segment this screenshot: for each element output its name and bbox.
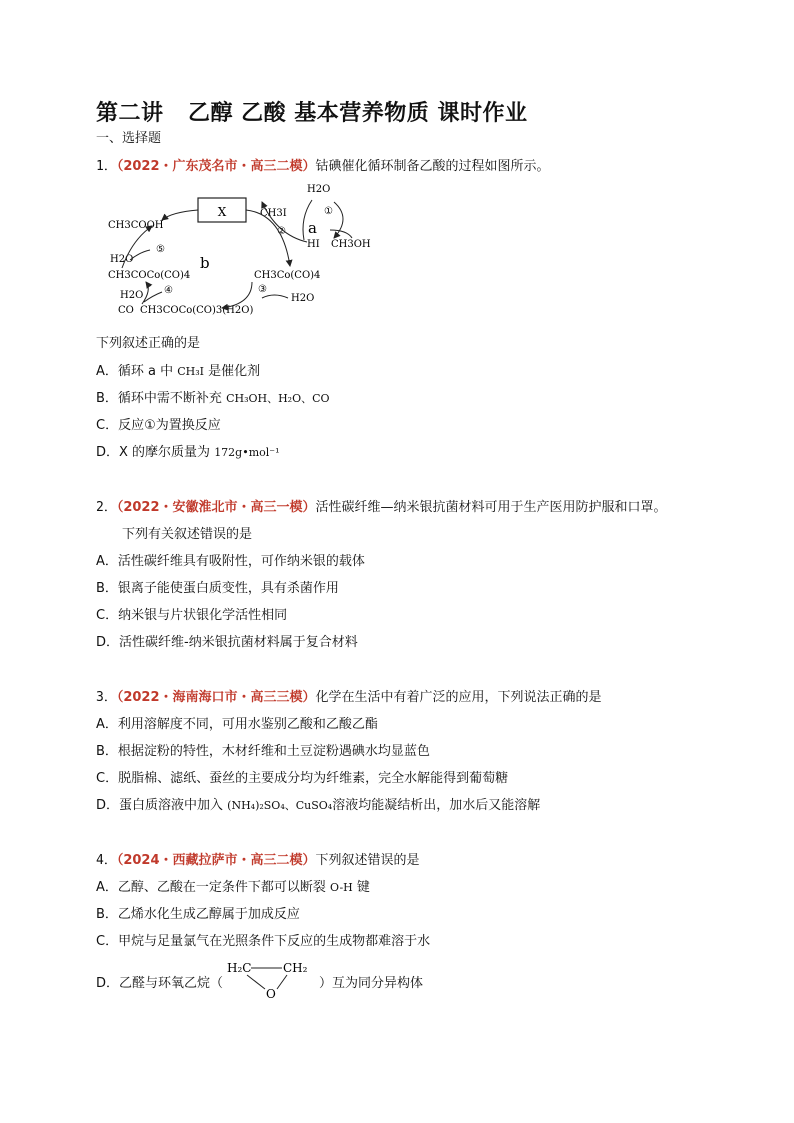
question-1-header: 1．（2022・广东茂名市・高三二模）钴碘催化循环制备乙酸的过程如图所示。 xyxy=(96,159,550,174)
section-heading: 一、选择题 xyxy=(96,131,162,146)
methyl-iodide-label: CH3I xyxy=(260,208,287,219)
question-2-prompt: 下列有关叙述错误的是 xyxy=(122,527,253,542)
question-source: （2022・广东茂名市・高三二模） xyxy=(116,159,316,174)
hydrogen-iodide-label: HI xyxy=(307,239,320,250)
question-3-option-c: C．脱脂棉、滤纸、蚕丝的主要成分均为纤维素，完全水解能得到葡萄糖 xyxy=(96,771,509,786)
acetic-acid-label: CH3COOH xyxy=(108,220,164,231)
question-source: （2022・安徽淮北市・高三一模） xyxy=(116,500,316,515)
epoxide-right-carbon: CH₂ xyxy=(283,961,308,975)
question-stem: 钴碘催化循环制备乙酸的过程如图所示。 xyxy=(315,159,550,174)
question-3-option-b: B．根据淀粉的特性，木材纤维和土豆淀粉遇碘水均显蓝色 xyxy=(96,744,430,759)
step-5-label: ⑤ xyxy=(156,244,165,255)
page-title: 第二讲 乙醇 乙酸 基本营养物质 课时作业 xyxy=(96,101,528,126)
loop-b-label: b xyxy=(200,254,210,272)
question-1-option-a: A．循环 a 中 CH₃I 是催化剂 xyxy=(96,364,261,379)
step-4-label: ④ xyxy=(164,285,173,296)
question-stem: 活性碳纤维—纳米银抗菌材料可用于生产医用防护服和口罩。 xyxy=(315,500,667,515)
acetyl-cobalt-tetracarbonyl-label: CH3COCo(CO)4 xyxy=(108,270,191,281)
question-2-option-b: B．银离子能使蛋白质变性，具有杀菌作用 xyxy=(96,581,339,596)
acetyl-cobalt-tricarbonyl-aqua-label: CH3COCo(CO)3(H2O) xyxy=(140,305,254,316)
question-4-option-c: C．甲烷与足量氯气在光照条件下反应的生成物都难溶于水 xyxy=(96,934,431,949)
question-1-prompt: 下列叙述正确的是 xyxy=(96,336,201,351)
question-3-option-d: D．蛋白质溶液中加入 (NH₄)₂SO₄、CuSO₄溶液均能凝结析出，加水后又能溶解 xyxy=(96,798,541,813)
question-1-option-d: D．X 的摩尔质量为 172g•mol⁻¹ xyxy=(96,445,280,460)
water-right-label: H2O xyxy=(291,293,315,304)
question-2-option-a: A．活性碳纤维具有吸附性，可作纳米银的载体 xyxy=(96,554,365,569)
epoxide-left-carbon: H₂C xyxy=(227,961,252,975)
question-source: （2024・西藏拉萨市・高三二模） xyxy=(116,853,316,868)
question-source: （2022・海南海口市・高三三模） xyxy=(116,690,316,705)
water-left-label: H2O xyxy=(110,254,134,265)
water-lower-left-label: H2O xyxy=(120,290,144,301)
carbon-monoxide-label: CO xyxy=(118,305,134,316)
step-2-label: ② xyxy=(277,226,286,237)
cobalt-iodide-catalytic-cycle-diagram xyxy=(102,180,402,320)
question-3-header: 3．（2022・海南海口市・高三三模）化学在生活中有着广泛的应用，下列说法正确的是 xyxy=(96,690,602,705)
methanol-label: CH3OH xyxy=(331,239,371,250)
epoxide-oxygen: O xyxy=(266,987,276,1001)
ethylene-oxide-structure xyxy=(225,958,321,1002)
question-2-option-c: C．纳米银与片状银化学活性相同 xyxy=(96,608,288,623)
water-top-label: H2O xyxy=(307,184,331,195)
question-stem: 化学在生活中有着广泛的应用，下列说法正确的是 xyxy=(315,690,602,705)
methyl-cobalt-tetracarbonyl-label: CH3Co(CO)4 xyxy=(254,270,321,281)
question-2-header: 2．（2022・安徽淮北市・高三一模）活性碳纤维—纳米银抗菌材料可用于生产医用防护服和口罩。 xyxy=(96,500,667,515)
step-1-label: ① xyxy=(324,206,333,217)
question-4-option-b: B．乙烯水化生成乙醇属于加成反应 xyxy=(96,907,300,922)
question-4-option-a: A．乙醇、乙酸在一定条件下都可以断裂 O-H 键 xyxy=(96,880,370,895)
question-1-option-b: B．循环中需不断补充 CH₃OH、H₂O、CO xyxy=(96,391,330,406)
question-1-option-c: C．反应①为置换反应 xyxy=(96,418,221,433)
question-4-header: 4．（2024・西藏拉萨市・高三二模）下列叙述错误的是 xyxy=(96,853,420,868)
loop-a-label: a xyxy=(308,219,317,237)
box-label: X xyxy=(217,205,227,219)
question-3-option-a: A．利用溶解度不同，可用水鉴别乙酸和乙酸乙酯 xyxy=(96,717,378,732)
step-3-label: ③ xyxy=(258,284,267,295)
question-4-option-d: D．乙醛与环氧乙烷（ ）互为同分异构体 xyxy=(96,976,424,991)
question-2-option-d: D．活性碳纤维-纳米银抗菌材料属于复合材料 xyxy=(96,635,358,650)
question-stem: 下列叙述错误的是 xyxy=(315,853,420,868)
